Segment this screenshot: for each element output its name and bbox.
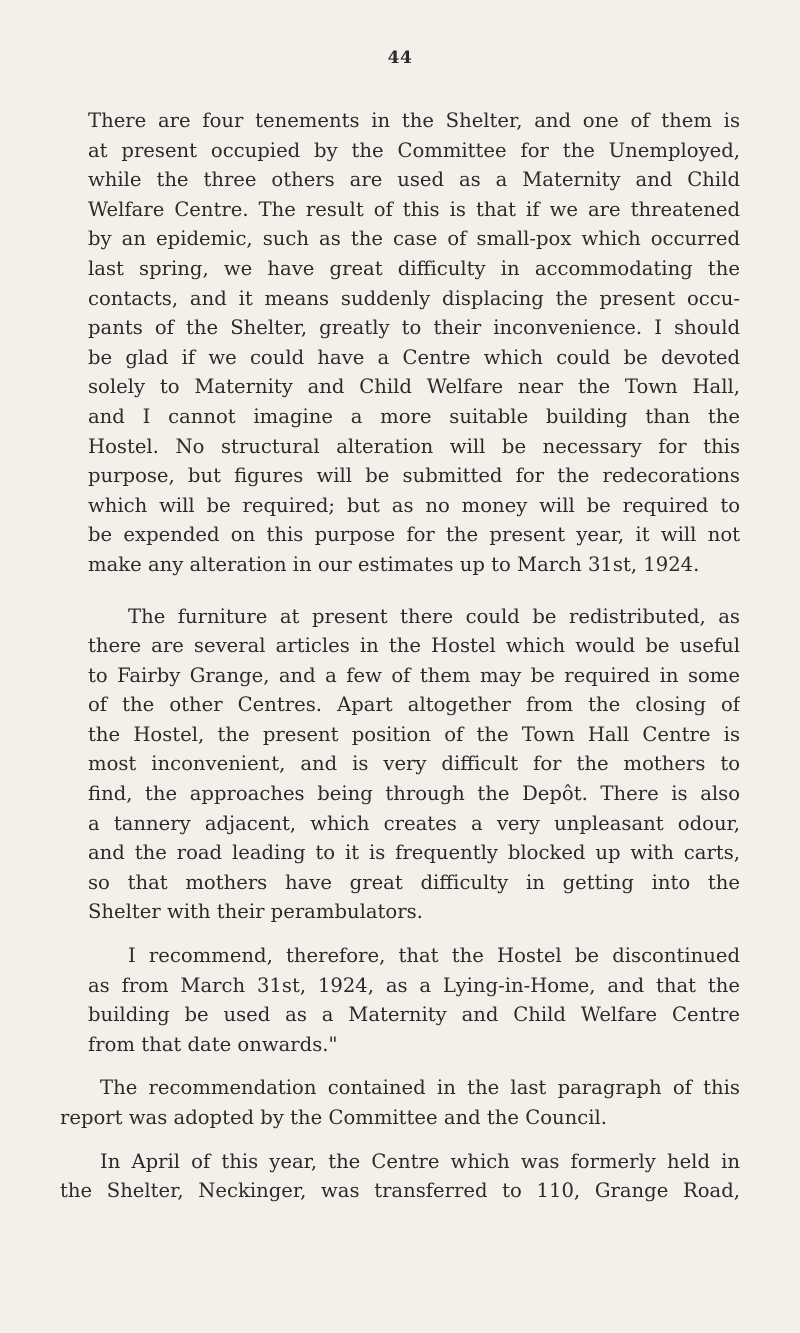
- paragraph-4: [60, 1073, 740, 1132]
- text-line: the Shelter, Neckinger, was transferred to 110, Grange Road,: [60, 1179, 740, 1203]
- text-line: solely to Maternity and Child Welfare near the Town Hall,: [88, 375, 740, 399]
- text-line: and the road leading to it is frequently blocked up with carts,: [88, 841, 740, 865]
- text-line: from that date onwards.": [88, 1032, 338, 1056]
- text-line: last spring, we have great difficulty in accommodating the: [88, 256, 740, 280]
- text-line: most inconvenient, and is very difficult for the mothers to: [88, 752, 740, 776]
- text-line: find, the approaches being through the Depôt. There is also: [88, 782, 740, 806]
- text-line: purpose, but figures will be submitted for the redecorations: [88, 464, 740, 488]
- body-text: [60, 106, 740, 1206]
- paragraph-5: [60, 1147, 740, 1206]
- text-line: while the three others are used as a Maternity and Child: [88, 168, 740, 192]
- paragraph-3: [88, 941, 740, 1059]
- text-line: be expended on this purpose for the present year, it will not: [88, 523, 740, 547]
- text-line: be glad if we could have a Centre which could be devoted: [88, 345, 740, 369]
- text-line: report was adopted by the Committee and the Council.: [60, 1106, 607, 1129]
- text-line: and I cannot imagine a more suitable building than the: [88, 404, 740, 428]
- text-line: to Fairby Grange, and a few of them may be required in some: [88, 663, 740, 687]
- text-line: by an epidemic, such as the case of small-pox which occurred: [88, 227, 740, 251]
- text-line: so that mothers have great difficulty in getting into the: [88, 870, 740, 894]
- text-line: Hostel. No structural alteration will be necessary for this: [88, 434, 740, 458]
- text-line: The recommendation contained in the last paragraph of this: [100, 1076, 740, 1100]
- text-line: In April of this year, the Centre which was formerly held in: [100, 1149, 740, 1173]
- text-line: There are four tenements in the Shelter, and one of them is: [88, 109, 740, 132]
- text-line: contacts, and it means suddenly displacing the present occu-: [88, 286, 740, 310]
- text-line: a tannery adjacent, which creates a very unpleasant odour,: [88, 811, 740, 835]
- text-line: the Hostel, the present position of the Town Hall Centre is: [88, 722, 740, 746]
- text-line: there are several articles in the Hostel which would be useful: [88, 634, 740, 658]
- text-line: make any alteration in our estimates up to March 31st, 1924.: [88, 552, 700, 576]
- page-number: 44: [387, 48, 413, 68]
- text-line: pants of the Shelter, greatly to their inconvenience. I should: [88, 316, 740, 340]
- paragraph-1: [88, 106, 740, 580]
- text-line: of the other Centres. Apart altogether from the closing of: [88, 693, 740, 717]
- text-line: building be used as a Maternity and Child Welfare Centre: [88, 1003, 740, 1027]
- text-line: which will be required; but as no money will be required to: [88, 493, 740, 517]
- text-line: as from March 31st, 1924, as a Lying-in-Home, and that the: [88, 973, 740, 997]
- text-line: Shelter with their perambulators.: [88, 900, 423, 924]
- text-line: Welfare Centre. The result of this is that if we are threatened: [88, 197, 740, 221]
- text-line: The furniture at present there could be redistributed, as: [128, 604, 740, 628]
- paragraph-2: [88, 602, 740, 928]
- text-line: I recommend, therefore, that the Hostel be discontinued: [128, 944, 740, 968]
- text-line: at present occupied by the Committee for the Unemployed,: [88, 138, 740, 162]
